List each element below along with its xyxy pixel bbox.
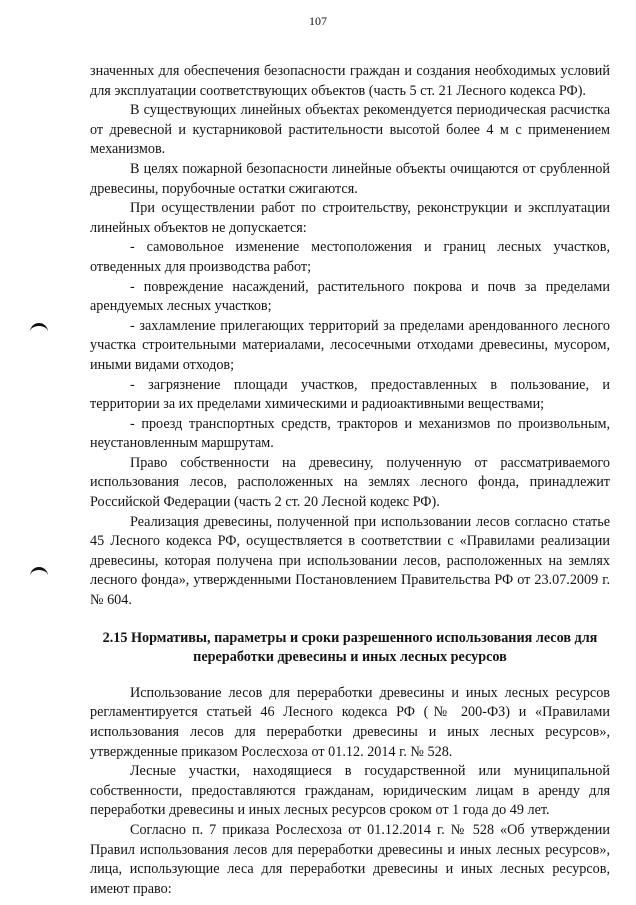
paragraph: Реализация древесины, полученной при использовании лесов согласно статье 45 Лесного кодекса РФ, осуществляется в соответствии с «Правилами реализации древесины, которая получена при использовании лесов, расположенных на землях лесного фонда», утвержденными Постановлением Правительства РФ от 23.07.2009 г. № 604. — [90, 513, 610, 609]
paragraph: Использование лесов для переработки древесины и иных лесных ресурсов регламентируется статьей 46 Лесного кодекса РФ (№ 200-ФЗ) и «Правилами использования лесов для переработки древесины и иных лесных ресурсов», утвержденные приказом Рослесхоза от 01.12. 2014 г. № 528. — [90, 684, 610, 760]
section-heading: 2.15 Нормативы, параметры и сроки разрешенного использования лесов для переработки древесины и иных лесных ресурсов — [102, 629, 598, 666]
page-number: 107 — [309, 14, 327, 28]
paragraph: В существующих линейных объектах рекомендуется периодическая расчистка от древесной и кустарниковой растительности высотой более 4 м с применением механизмов. — [90, 102, 610, 158]
paragraph: значенных для обеспечения безопасности граждан и создания необходимых условий для эксплуатации соответствующих объектов (часть 5 ст. 21 Лесного кодекса РФ). — [90, 63, 610, 99]
paragraph: Лесные участки, находящиеся в государственной или муниципальной собственности, предоставляются гражданам, юридическим лицам в аренду для переработки древесины и иных лесных ресурсов сроком от 1 года до 49 лет. — [90, 763, 610, 819]
paragraph: Согласно п. 7 приказа Рослесхоза от 01.12.2014 г. № 528 «Об утверждении Правил использования лесов для переработки древесины и иных лесных ресурсов», лица, использующие леса для переработки древесины и иных лесных ресурсов, имеют право: — [90, 821, 610, 897]
paragraph: При осуществлении работ по строительству, реконструкции и эксплуатации линейных объектов не допускается: — [90, 200, 610, 236]
page-body — [90, 62, 610, 899]
list-item: - самовольное изменение местоположения и границ лесных участков, отведенных для производства работ; — [90, 239, 610, 275]
list-item: - захламление прилегающих территорий за пределами арендованного лесного участка строительными материалами, лесосечными отходами древесины, мусором, иными видами отходов; — [90, 317, 610, 373]
paragraph: В целях пожарной безопасности линейные объекты очищаются от срубленной древесины, порубочные остатки сжигаются. — [90, 160, 610, 197]
paragraph: Право собственности на древесину, полученную от рассматриваемого использования лесов, расположенных на землях лесного фонда, принадлежит Российской Федерации (часть 2 ст. 20 Лесной кодекс РФ). — [90, 454, 610, 511]
paragraphs-before-heading — [90, 62, 610, 611]
margin-scan-mark — [30, 323, 48, 334]
list-item: - повреждение насаждений, растительного покрова и почв за пределами арендуемых лесных участков; — [90, 278, 610, 315]
margin-scan-mark — [30, 567, 48, 578]
list-item: - загрязнение площади участков, предоставленных в пользование, и территории за их пределами химическими и радиоактивными веществами; — [90, 376, 610, 413]
paragraphs-after-heading — [90, 684, 610, 900]
list-item: - проезд транспортных средств, тракторов и механизмов по произвольным, неустановленным маршрутам. — [90, 415, 610, 452]
